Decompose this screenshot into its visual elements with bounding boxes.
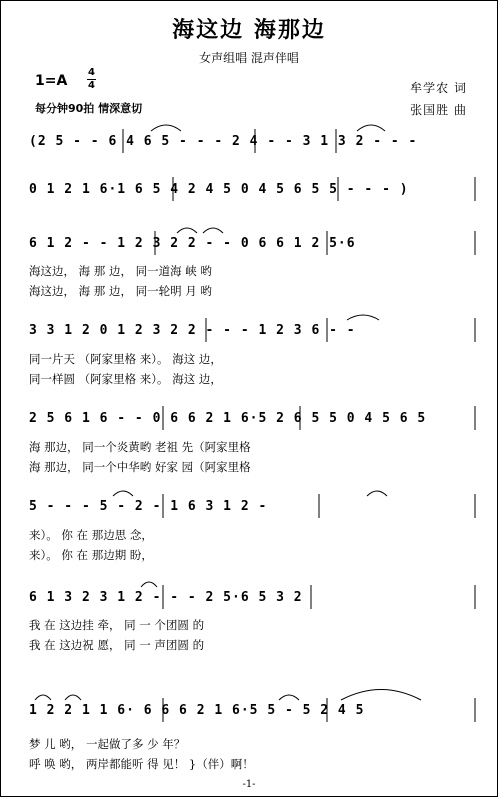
system-8-lyric-verse-2: 呼 唤 哟， 两岸都能听 得 见！ }（伴）啊！ (29, 757, 254, 771)
slur (341, 690, 421, 701)
slur (279, 695, 299, 700)
slur (65, 695, 81, 700)
slur (367, 491, 387, 496)
system-6-lyric-verse-1: 来）。 你 在 那边思 念， (29, 528, 153, 542)
system-5-lyric-verse-2: 海 那边， 同一个中华哟 好家 园（阿家里格 (29, 460, 251, 474)
slur (113, 491, 133, 496)
system-6-lyric-verse-2: 来）。 你 在 那边期 盼， (29, 548, 153, 562)
slur (151, 125, 181, 131)
composer-credit: 张国胜 曲 (410, 103, 467, 117)
system-5-lyric-verse-1: 海 那边， 同一个炎黄哟 老祖 先（阿家里格 (29, 440, 251, 454)
system-4-lyric-verse-2: 同一样圆 （阿家里格 来）。 海这 边， (29, 372, 222, 386)
slur (35, 695, 51, 700)
song-title: 海这边 海那边 (172, 18, 326, 43)
slur (357, 125, 385, 131)
slur (347, 315, 379, 320)
system-5-notes: 2 5 6 1 6 - - 0 6 6 2 1 6·5 2 6 5 5 0 4 5 6 5 (29, 411, 427, 426)
key-signature: 1=A (35, 73, 68, 89)
system-7-lyric-verse-2: 我 在 这边祝 愿， 同 一 声团圆 的 (29, 638, 205, 652)
system-4-notes: 3 3 1 2 0 1 2 3 2 2 - - - 1 2 3 6 - - (29, 323, 356, 338)
system-4-lyric-verse-1: 同一片天 （阿家里格 来）。 海这 边， (29, 352, 222, 366)
page-number: -1- (242, 779, 256, 790)
tempo-marking: 每分钟90拍 情深意切 (35, 102, 143, 115)
system-6-notes: 5 - - - 5 - 2 - 1 6 3 1 2 - (29, 499, 268, 514)
system-3-lyric-verse-1: 海这边， 海 那 边， 同一道海 峡 哟 (29, 264, 212, 278)
system-2-notes: 0 1 2 1 6·1 6 5 4 2 4 5 0 4 5 6 5 5 - - - ) (29, 182, 409, 197)
system-3-notes: 6 1 2 - - 1 2 3 2 2 - - 0 6 6 1 2 5·6 (29, 236, 356, 251)
system-3-lyric-verse-2: 海这边， 海 那 边， 同一轮明 月 哟 (29, 284, 212, 298)
bar-lines (1, 1, 499, 798)
performance-note: 女声组唱 混声伴唱 (199, 51, 299, 65)
time-signature-top: 4 (88, 67, 95, 78)
system-7-lyric-verse-1: 我 在 这边挂 牵， 同 一 个团圆 的 (29, 618, 205, 632)
slur (177, 228, 197, 233)
system-8-notes: 1 2 2 1 1 6· 6 6 6 2 1 6·5 5 - 5 2 4 5 (29, 703, 365, 718)
time-signature-bottom: 4 (88, 80, 95, 91)
system-8-lyric-verse-1: 梦 儿 哟， 一起做了多 少 年？ (29, 737, 186, 751)
slur (141, 582, 157, 587)
system-1-notes: (2 5 - - 6 4 6 5 - - - 2 4 - - 3 1 3 2 - - - (29, 134, 418, 149)
system-7-notes: 6 1 3 2 3 1 2 - - - 2 5·6 5 3 2 (29, 590, 303, 605)
lyricist-credit: 牟学农 词 (410, 81, 467, 95)
slur (203, 228, 223, 233)
